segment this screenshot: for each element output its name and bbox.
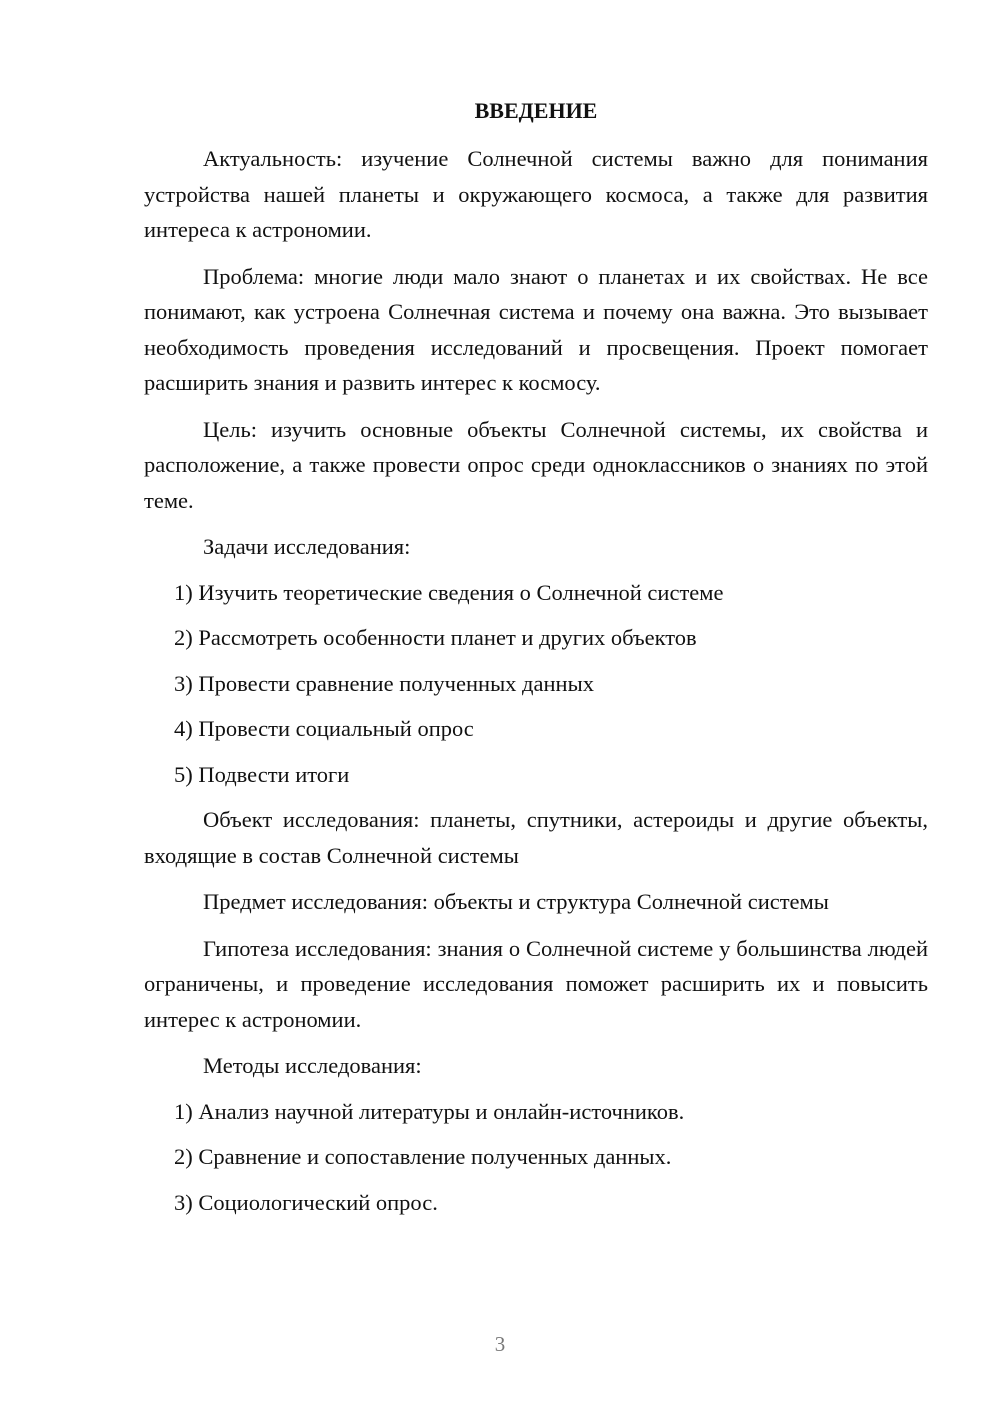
object-paragraph: Объект исследования: планеты, спутники, астероиды и другие объекты, входящие в состав Солнечной системы xyxy=(144,807,928,868)
problem-paragraph: Проблема: многие люди мало знают о планетах и их свойствах. Не все понимают, как устроена Солнечная система и почему она важна. Это вызывает необходимость проведения исследований и просвещения. Проект помогает расширить знания и развить интерес к космосу. xyxy=(144,263,928,395)
tasks-list xyxy=(144,575,928,793)
task-item: 5) Подвести итоги xyxy=(174,761,350,787)
method-item: 3) Социологический опрос. xyxy=(174,1189,438,1215)
page-title: ВВЕДЕНИЕ xyxy=(474,98,598,123)
page-number: 3 xyxy=(494,1332,506,1356)
subject-paragraph: Предмет исследования: объекты и структура Солнечной системы xyxy=(203,889,829,914)
page-content xyxy=(144,94,928,1230)
tasks-heading: Задачи исследования: xyxy=(203,534,411,559)
task-item: 4) Провести социальный опрос xyxy=(174,716,474,741)
hypothesis-paragraph: Гипотеза исследования: знания о Солнечной системе у большинства людей ограничены, и проведение исследования поможет расширить их и повысить интерес к астрономии. xyxy=(144,935,928,1032)
method-item: 2) Сравнение и сопоставление полученных данных. xyxy=(174,1144,672,1169)
task-item: 2) Рассмотреть особенности планет и других объектов xyxy=(174,625,697,650)
task-item: 1) Изучить теоретические сведения о Солнечной системе xyxy=(174,579,724,605)
methods-list xyxy=(144,1094,928,1221)
goal-paragraph: Цель: изучить основные объекты Солнечной системы, их свойства и расположение, а также провести опрос среди одноклассников о знаниях по этой теме. xyxy=(144,416,928,513)
relevance-paragraph: Актуальность: изучение Солнечной системы важно для понимания устройства нашей планеты и окружающего космоса, а также для развития интереса к астрономии. xyxy=(144,146,928,242)
method-item: 1) Анализ научной литературы и онлайн-источников. xyxy=(174,1098,685,1124)
methods-heading: Методы исследования: xyxy=(203,1053,422,1078)
task-item: 3) Провести сравнение полученных данных xyxy=(174,670,594,696)
